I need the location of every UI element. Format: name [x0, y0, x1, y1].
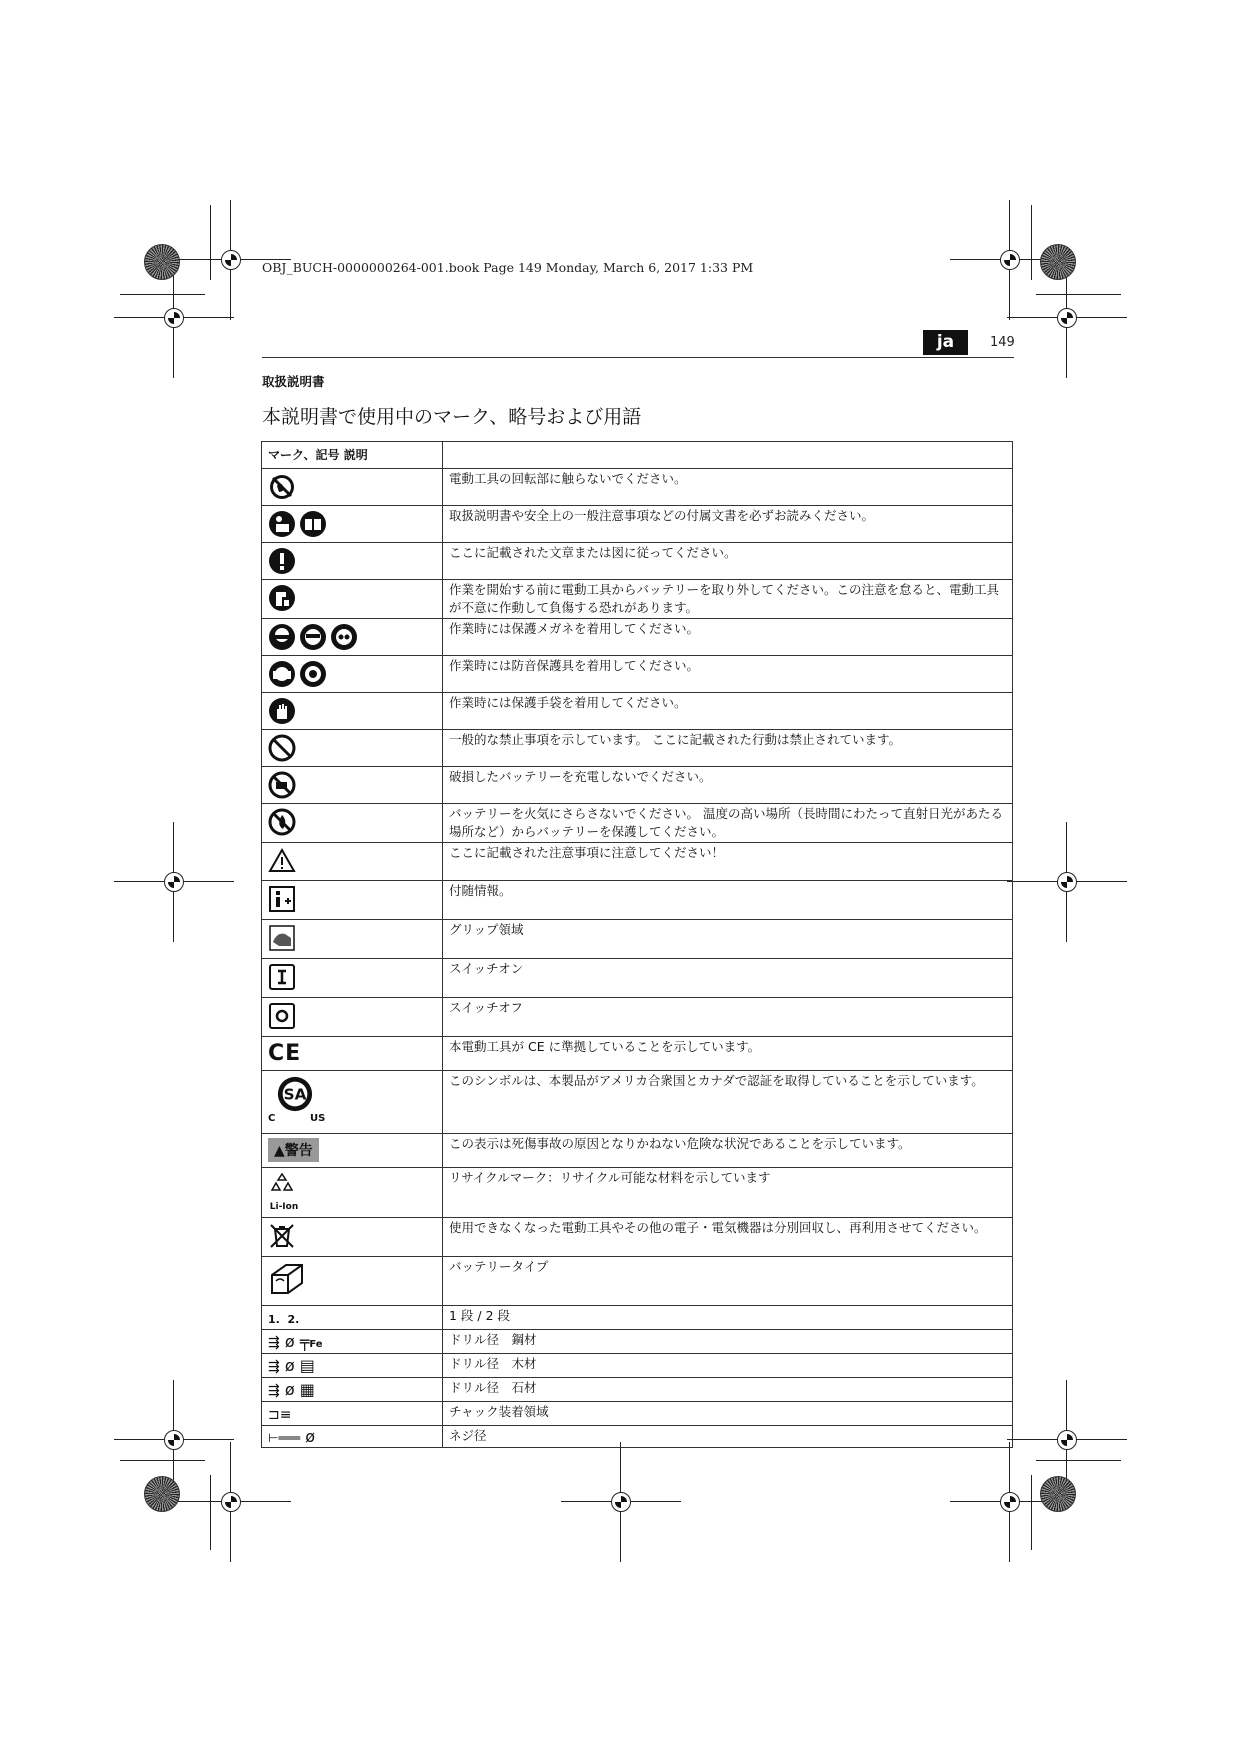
csa-mark-icon: [268, 1075, 328, 1125]
crop-line: [1036, 1460, 1121, 1461]
diameter-symbol: ø: [305, 1427, 316, 1446]
drill-bit-icon: ⇶: [268, 1335, 280, 1351]
gloves-icon: [268, 697, 296, 725]
weee-bin-icon: [268, 1222, 296, 1250]
color-rosette-top-left: [144, 244, 180, 280]
page-number: 149: [990, 335, 1015, 350]
warning-triangle-icon: [268, 847, 296, 875]
registration-mark-mid-left: [114, 822, 234, 942]
color-rosette-bottom-right: [1040, 1476, 1076, 1512]
row-text: チャック装着領域: [443, 1402, 1013, 1426]
row-text: この表示は死傷事故の原因となりかねない危険な状況であることを示しています。: [443, 1134, 1013, 1168]
table-row: [262, 1426, 1013, 1448]
row-text: ここに記載された文章または図に従ってください。: [443, 543, 1013, 580]
masonry-icon: ▦: [299, 1380, 315, 1399]
warning-word: 警告: [284, 1143, 313, 1159]
csa-us-label: US: [310, 1113, 326, 1124]
symbols-table: [261, 441, 1013, 1448]
color-rosette-top-right: [1040, 244, 1076, 280]
table-row: [262, 730, 1013, 767]
header-description: [443, 442, 1013, 469]
row-text: ここに記載された注意事項に注意してください！: [443, 843, 1013, 881]
table-row: [262, 469, 1013, 506]
row-text: 本電動工具が CE に準拠していることを示しています。: [443, 1037, 1013, 1071]
remove-battery-icon: [268, 584, 296, 612]
table-row: [262, 506, 1013, 543]
face-shield-icon: [299, 623, 327, 651]
row-text: グリップ領域: [443, 920, 1013, 959]
diameter-symbol: ø: [284, 1332, 295, 1351]
table-row: [262, 843, 1013, 881]
ear-protection-icon: [268, 660, 296, 688]
crop-line: [210, 1475, 211, 1550]
info-icon: [268, 885, 296, 913]
crop-line: [210, 205, 211, 280]
table-row: [262, 543, 1013, 580]
drill-bit-icon: ⇶: [268, 1359, 280, 1375]
recycle-li-ion-icon: [268, 1172, 300, 1213]
table-header-row: [262, 442, 1013, 469]
row-text: ドリル径 鋼材: [443, 1330, 1013, 1354]
row-text: 作業時には保護メガネを着用してください。: [443, 619, 1013, 656]
steel-beam-icon: ╤: [299, 1332, 310, 1351]
row-text: 電動工具の回転部に触らないでください。: [443, 469, 1013, 506]
table-row: [262, 1378, 1013, 1402]
section-label: 取扱説明書: [262, 374, 325, 389]
warning-triangle-small-icon: ▲: [274, 1143, 285, 1159]
table-row: [262, 1218, 1013, 1257]
crop-line: [1036, 294, 1121, 295]
header-rule: [262, 357, 1014, 358]
fe-label: Fe: [309, 1339, 323, 1350]
table-row: [262, 619, 1013, 656]
row-text: バッテリーを火気にさらさないでください。 温度の高い場所（長時間にわたって直射日光があたる場所など）からバッテリーを保護してください。: [443, 804, 1013, 843]
row-text: 作業時には防音保護具を着用してください。: [443, 656, 1013, 693]
screw-icon: ⊢═══: [268, 1431, 301, 1445]
prohibition-icon: [268, 734, 296, 762]
eye-protection-icon: [268, 623, 296, 651]
row-text: 1 段 / 2 段: [443, 1306, 1013, 1330]
row-text: ネジ径: [443, 1426, 1013, 1448]
table-row: [262, 1037, 1013, 1071]
file-info-line: OBJ_BUCH-0000000264-001.book Page 149 Monday, March 6, 2017 1:33 PM: [262, 260, 754, 275]
crop-line: [120, 294, 205, 295]
row-text: 作業を開始する前に電動工具からバッテリーを取り外してください。この注意を怠ると、電動工具が不意に作動して負傷する恐れがあります。: [443, 580, 1013, 619]
crop-line: [1031, 205, 1032, 280]
table-row: [262, 881, 1013, 920]
warning-label-icon: [268, 1138, 319, 1162]
crop-line: [1031, 1475, 1032, 1550]
book-icon: [299, 510, 327, 538]
language-tag: ja: [923, 330, 968, 355]
row-text: バッテリータイプ: [443, 1257, 1013, 1306]
wood-icon: ▤: [299, 1356, 315, 1375]
no-touch-rotating-icon: [268, 473, 296, 501]
table-row: [262, 693, 1013, 730]
earmuffs-icon: [299, 660, 327, 688]
grip-area-icon: [268, 924, 296, 952]
row-text: 取扱説明書や安全上の一般注意事項などの付属文書を必ずお読みください。: [443, 506, 1013, 543]
switch-off-icon: [268, 1002, 296, 1030]
table-row: [262, 1402, 1013, 1426]
row-text: リサイクルマーク：リサイクル可能な材料を示しています: [443, 1168, 1013, 1218]
color-rosette-bottom-left: [144, 1476, 180, 1512]
no-fire-icon: [268, 808, 296, 836]
step-1-2-icon: 1. 2.: [268, 1313, 300, 1326]
drill-bit-icon: ⇶: [268, 1383, 280, 1399]
chuck-range-icon: ⊐≡: [268, 1407, 292, 1423]
table-row: [262, 656, 1013, 693]
table-row: [262, 580, 1013, 619]
row-text: このシンボルは、本製品がアメリカ合衆国とカナダで認証を取得していることを示しています。: [443, 1071, 1013, 1134]
table-row: [262, 1168, 1013, 1218]
table-row: [262, 1354, 1013, 1378]
table-row: [262, 998, 1013, 1037]
header-symbol: マーク、記号 説明: [262, 442, 443, 469]
li-ion-label: Li-Ion: [269, 1202, 299, 1212]
registration-mark-mid-right: [1007, 822, 1127, 942]
switch-on-icon: [268, 963, 296, 991]
crop-line: [120, 1460, 205, 1461]
mandatory-exclamation-icon: [268, 547, 296, 575]
svg-text:SA: SA: [283, 1085, 307, 1104]
table-row: [262, 804, 1013, 843]
row-text: 破損したバッテリーを充電しないでください。: [443, 767, 1013, 804]
csa-c-label: C: [268, 1113, 276, 1124]
row-text: 使用できなくなった電動工具やその他の電子・電気機器は分別回収し、再利用させてください。: [443, 1218, 1013, 1257]
no-charging-damaged-battery-icon: [268, 771, 296, 799]
battery-pack-icon: [268, 1261, 308, 1297]
ce-mark-icon: CE: [268, 1041, 302, 1066]
table-row: [262, 1257, 1013, 1306]
table-row: [262, 1330, 1013, 1354]
row-text: ドリル径 木材: [443, 1354, 1013, 1378]
table-row: [262, 1134, 1013, 1168]
table-row: [262, 767, 1013, 804]
goggles-icon: [330, 623, 358, 651]
table-row: [262, 920, 1013, 959]
row-text: ドリル径 石材: [443, 1378, 1013, 1402]
diameter-symbol: ø: [284, 1380, 295, 1399]
registration-mark-upper-left: [114, 258, 234, 378]
registration-mark-bottom-center: [561, 1442, 681, 1562]
read-manual-icon: [268, 510, 296, 538]
page-title: 本説明書で使用中のマーク、略号および用語: [262, 406, 642, 428]
row-text: 一般的な禁止事項を示しています。 ここに記載された行動は禁止されています。: [443, 730, 1013, 767]
table-row: [262, 1071, 1013, 1134]
row-text: スイッチオン: [443, 959, 1013, 998]
row-text: スイッチオフ: [443, 998, 1013, 1037]
row-text: 付随情報。: [443, 881, 1013, 920]
row-text: 作業時には保護手袋を着用してください。: [443, 693, 1013, 730]
table-row: [262, 959, 1013, 998]
diameter-symbol: ø: [284, 1356, 295, 1375]
table-row: [262, 1306, 1013, 1330]
